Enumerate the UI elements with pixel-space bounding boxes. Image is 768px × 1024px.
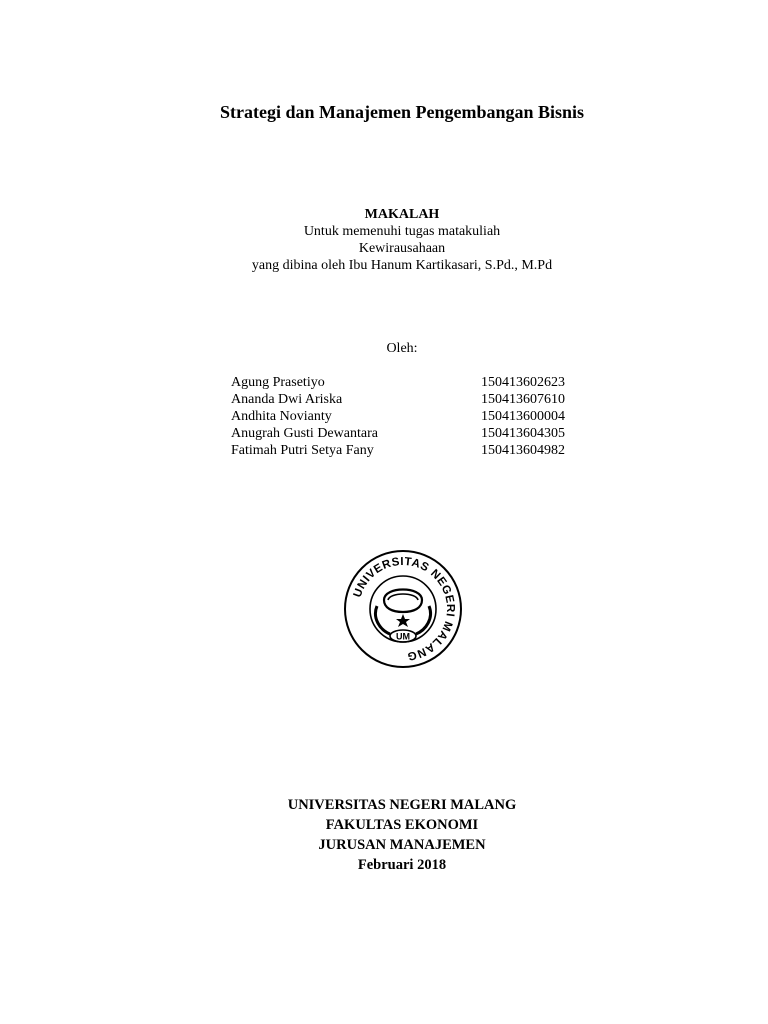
member-name: Anugrah Gusti Dewantara — [231, 426, 378, 441]
seal-monogram: UM — [396, 631, 410, 642]
member-row — [231, 408, 577, 425]
universitas-negeri-malang-seal-icon — [342, 548, 464, 670]
makalah-purpose-line: Untuk memenuhi tugas matakuliah — [303, 224, 501, 239]
makalah-lecturer-line: yang dibina oleh Ibu Hanum Kartikasari, S.Pd., M.Pd — [251, 258, 553, 273]
member-row — [231, 391, 577, 408]
member-nim: 150413604305 — [481, 426, 565, 441]
makalah-course-line: Kewirausahaan — [358, 241, 446, 256]
member-row — [231, 374, 577, 391]
university-name: UNIVERSITAS NEGERI MALANG — [287, 797, 517, 813]
member-row — [231, 425, 577, 442]
faculty-name: FAKULTAS EKONOMI — [325, 817, 479, 833]
member-name: Fatimah Putri Setya Fany — [231, 443, 374, 458]
member-row — [231, 442, 577, 459]
department-name: JURUSAN MANAJEMEN — [318, 837, 486, 853]
document-title: Strategi dan Manajemen Pengembangan Bisnis — [219, 102, 585, 122]
member-nim: 150413600004 — [481, 409, 565, 424]
oleh-label: Oleh: — [386, 341, 418, 356]
member-name: Agung Prasetiyo — [231, 375, 325, 390]
member-nim: 150413607610 — [481, 392, 565, 407]
member-name: Andhita Novianty — [231, 409, 332, 424]
document-date: Februari 2018 — [357, 857, 447, 873]
member-nim: 150413602623 — [481, 375, 565, 390]
svg-text:UNIVERSITAS NEGERI MALANG — [352, 556, 456, 662]
member-name: Ananda Dwi Ariska — [231, 392, 343, 407]
seal-ring-text: UNIVERSITAS NEGERI MALANG — [351, 555, 457, 662]
member-list — [231, 374, 577, 459]
member-nim: 150413604982 — [481, 443, 565, 458]
makalah-block — [0, 206, 768, 274]
makalah-heading: MAKALAH — [364, 207, 440, 222]
institution-block — [0, 795, 768, 875]
seal-graphic — [342, 548, 464, 670]
